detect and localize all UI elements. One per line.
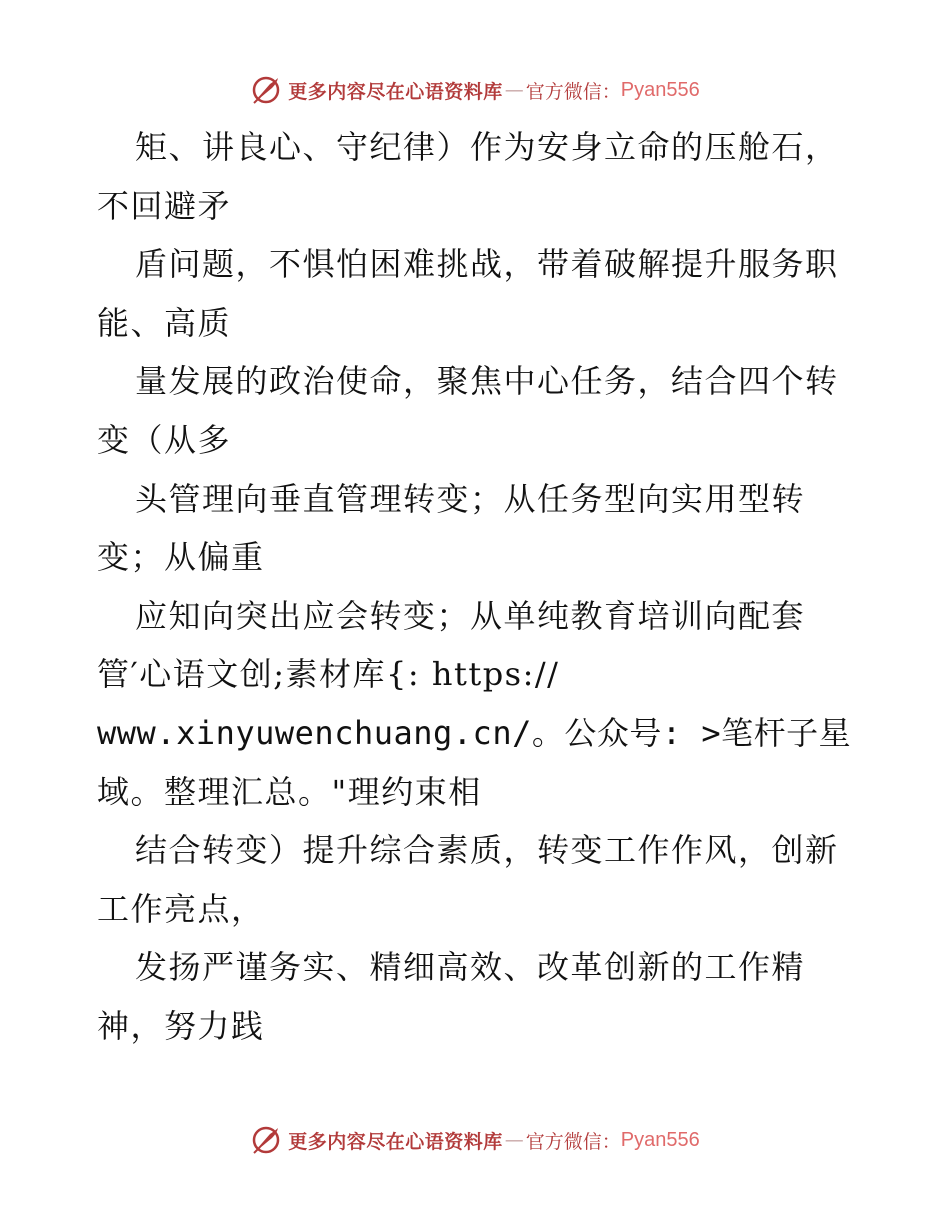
body-line: 域。整理汇总。"理约束相 bbox=[97, 772, 482, 811]
body-line: 发扬严谨务实、精细高效、改革创新的工作精 bbox=[135, 948, 806, 987]
body-line: 神，努力践 bbox=[97, 1006, 265, 1045]
body-line: 量发展的政治使命，聚焦中心任务，结合四个转 bbox=[135, 362, 839, 401]
quill-logo-icon bbox=[250, 74, 282, 106]
banner-wechat-id: Pyan556 bbox=[620, 78, 700, 101]
body-line: 盾问题，不惧怕困难挑战，带着破解提升服务职 bbox=[135, 245, 839, 284]
body-line: 不回避矛 bbox=[97, 186, 232, 225]
header-banner bbox=[0, 70, 950, 110]
body-line: 能、高质 bbox=[97, 303, 232, 342]
body-line-url: www.xinyuwenchuang.cn/。公众号: >笔杆子星 bbox=[97, 713, 852, 752]
body-line: 应知向突出应会转变；从单纯教育培训向配套 bbox=[135, 596, 806, 635]
banner-separator: — bbox=[504, 79, 524, 101]
footer-banner bbox=[0, 1120, 950, 1160]
body-line: 工作亮点， bbox=[97, 889, 265, 928]
body-line: 变；从偏重 bbox=[97, 538, 265, 577]
banner-separator: — bbox=[504, 1129, 524, 1151]
banner-main-text: 更多内容尽在心语资料库 bbox=[288, 1130, 503, 1153]
banner-wechat-label: 官方微信： bbox=[525, 80, 621, 103]
banner-wechat-id: Pyan556 bbox=[620, 1128, 700, 1151]
body-line: 矩、讲良心、守纪律）作为安身立命的压舱石， bbox=[135, 128, 839, 166]
document-body bbox=[97, 124, 897, 1062]
banner-wechat-label: 官方微信： bbox=[525, 1130, 621, 1153]
body-line: 管′心语文创;素材库{: https:// bbox=[97, 655, 560, 694]
body-line: 头管理向垂直管理转变；从任务型向实用型转 bbox=[135, 479, 806, 518]
quill-logo-icon bbox=[250, 1124, 282, 1156]
body-line: 结合转变）提升综合素质，转变工作作风，创新 bbox=[135, 831, 839, 870]
body-line: 变（从多 bbox=[97, 420, 232, 459]
banner-main-text: 更多内容尽在心语资料库 bbox=[288, 80, 503, 103]
